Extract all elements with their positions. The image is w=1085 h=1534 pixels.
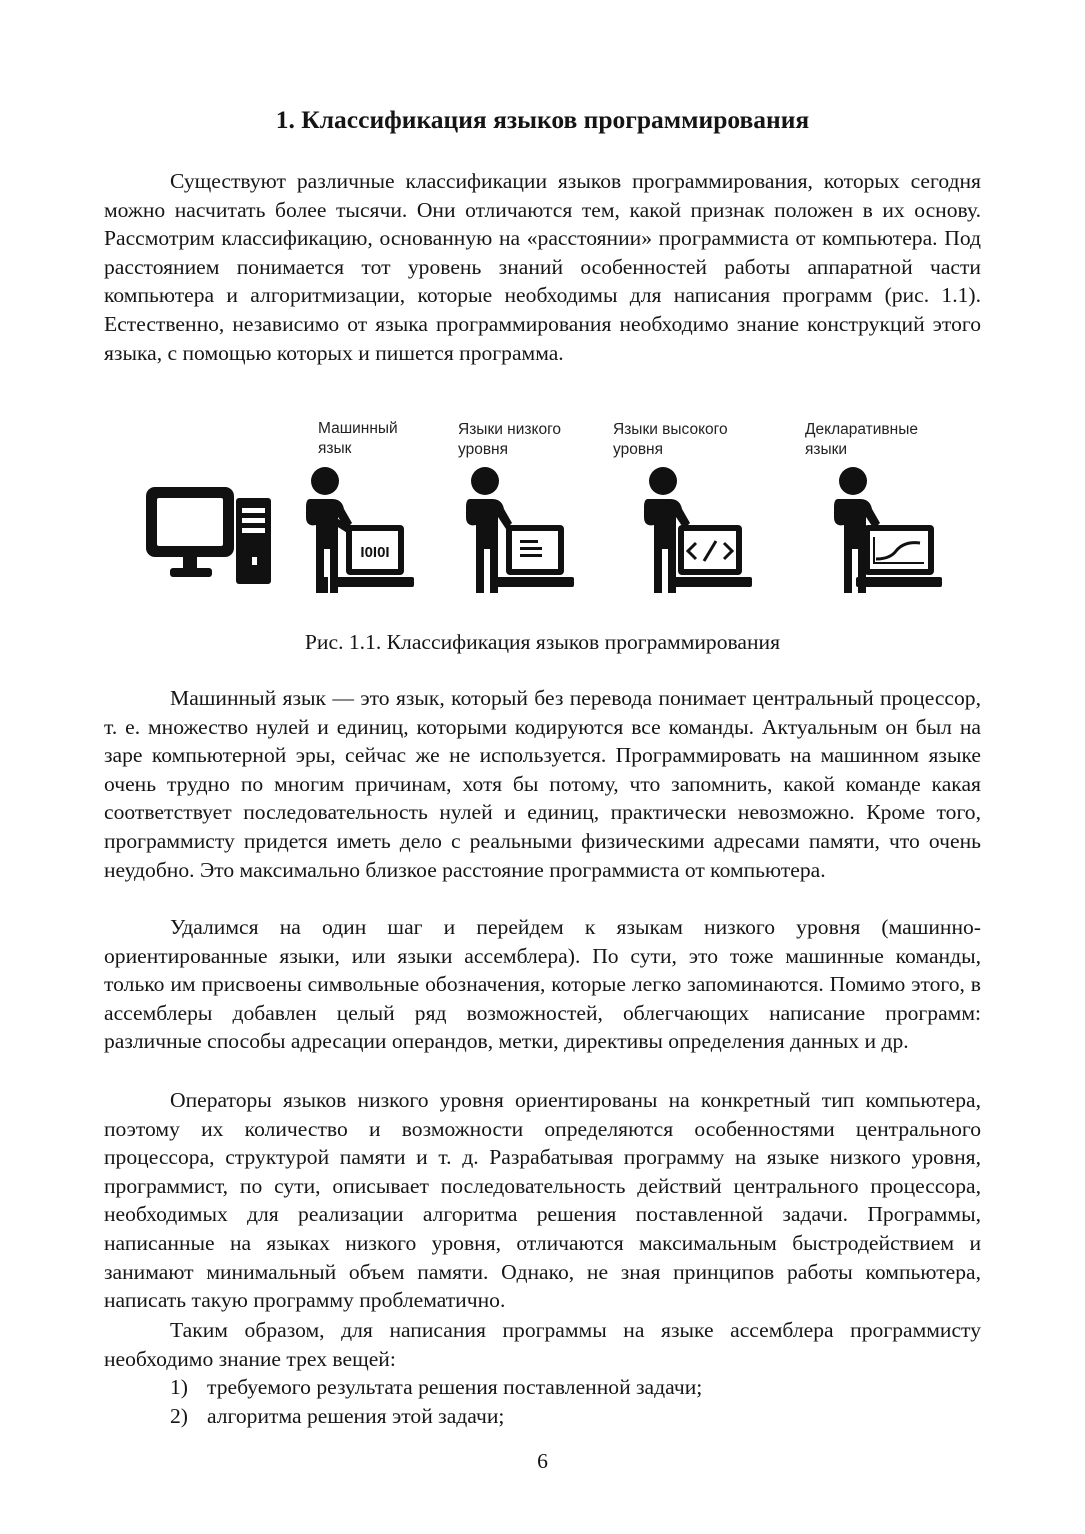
list-item-number: 2): [170, 1403, 188, 1428]
page-number: 6: [537, 1449, 548, 1473]
label-machine-language: Машинный язык: [318, 420, 398, 457]
label-declarative: Декларативные языки: [805, 421, 918, 458]
programmer-machine-icon: [300, 465, 418, 605]
paragraph-operators: Операторы языков низкого уровня ориентированы на конкретный тип компьютера, поэтому их количество и возможности определяются особенностями центрального процессора, структурой памяти и т. д. Разрабатывая программу на языке низкого уровня, программист, по сути, описывает последовательность действий центрального процессора, необходимых для реализации алгоритма решения поставленной задачи. Программы, написанные на языках низкого уровня, отличаются максимальным быстродействием и занимают минимальный объем памяти. Однако, не зная принципов работы компьютера, написать такую программу проблематично.: [104, 1088, 981, 1313]
programmer-declarative-icon: [828, 465, 946, 605]
list-item: [104, 1373, 981, 1402]
list-item: [104, 1402, 981, 1431]
paragraph-therefore: Таким образом, для написания программы на языке ассемблера программисту необходимо знание трех вещей:: [104, 1318, 981, 1371]
figure-caption: Рис. 1.1. Классификация языков программирования: [304, 630, 781, 654]
programmer-high-level-icon: [638, 465, 756, 605]
paragraph-low-level: Удалимся на один шаг и перейдем к языкам низкого уровня (машинно-ориентированные языки, или языки ассемблера). По сути, это тоже машинные команды, только им присвоены символьные обозначения, которые легко запоминаются. Помимо этого, в ассемблеры добавлен целый ряд возможностей, облегчающих написание программ: различные способы адресации операндов, метки, директивы определения данных и др.: [104, 915, 981, 1054]
paragraph-machine-language: Машинный язык — это язык, который без перевода понимает центральный процессор, т. е. множество нулей и единиц, которыми кодируются все команды. Актуальным он был на заре компьютерной эры, сейчас же не используется. Программировать на машинном языке очень трудно по многим причинам, хотя бы потому, что запомнить, какой команде какая соответствует последовательность нулей и единиц, практически невозможно. Кроме того, программисту придется иметь дело с реальными физическими адресами памяти, что очень неудобно. Это максимально близкое расстояние программиста от компьютера.: [104, 686, 981, 882]
list-item-text: алгоритма решения этой задачи;: [207, 1403, 505, 1428]
label-low-level: Языки низкого уровня: [458, 421, 562, 458]
screen-binary-text: I0I0I: [360, 544, 390, 561]
requirements-list: [104, 1373, 981, 1430]
paragraph-intro: Существуют различные классификации языков программирования, которых сегодня можно насчитать более тысячи. Они отличаются тем, какой признак положен в их основу. Рассмотрим классификацию, основанную на «расстоянии» программиста от компьютера. Под расстоянием понимается тот уровень знаний особенностей работы аппаратной части компьютера и алгоритмизации, которые необходимы для написания программ (рис. 1.1). Естественно, независимо от языка программирования необходимо знание конструкций этого языка, с помощью которых и пишется программа.: [104, 169, 981, 365]
computer-icon: [142, 482, 274, 602]
list-item-text: требуемого результата решения поставленной задачи;: [207, 1375, 703, 1399]
list-item-number: 1): [170, 1375, 188, 1399]
label-high-level: Языки высокого уровня: [613, 421, 728, 458]
figure-classification: [0, 415, 1085, 615]
programmer-low-level-icon: [460, 465, 578, 605]
section-title: 1. Классификация языков программирования: [275, 105, 810, 134]
